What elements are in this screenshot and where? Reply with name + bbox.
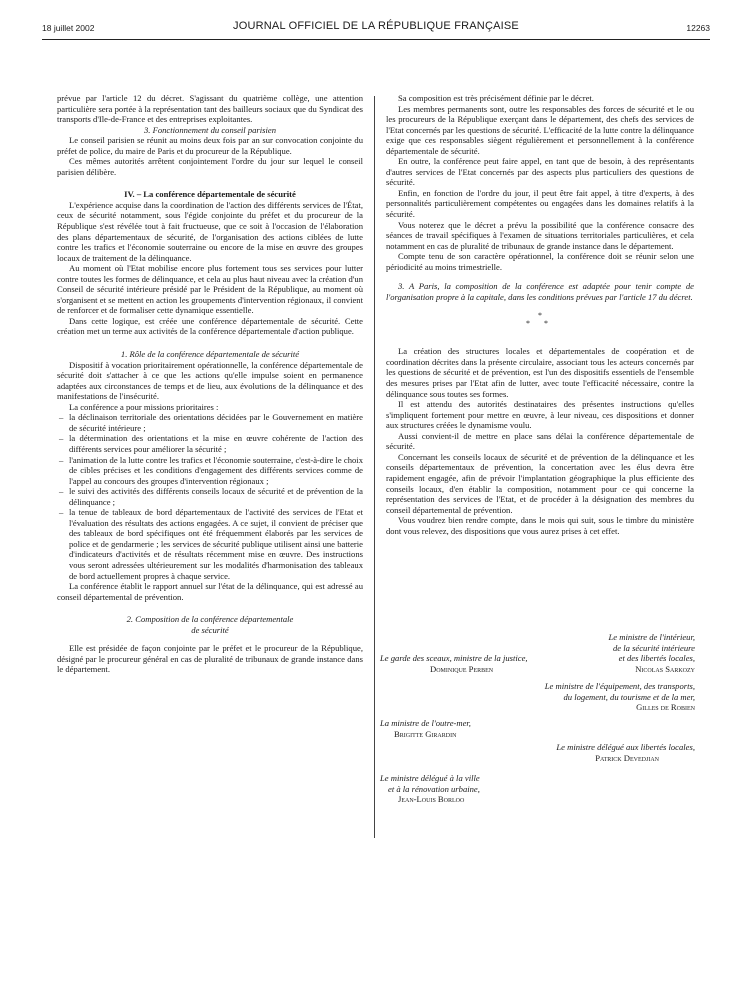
list-item: – la tenue de tableaux de bord départementaux de l'activité des services de l'Etat et l'évaluation des résultats des actions engagées. A ce sujet, il convient de préciser que des tableaux de bord spécifiques ont été fréquemment élaborés par les services de police et de gendarmerie ; les services de sécurité publique utilisent ainsi une batterie d'indicateurs d'activités et de résultats récemment mise en œuvre. Des instructions vous seront adressées ultérieurement sur les modalités d'harmonisation des tableaux de bord actuellement propres à chaque service. <box>57 507 363 581</box>
column-divider <box>374 96 375 838</box>
paragraph: prévue par l'article 12 du décret. S'agissant du quatrième collège, une attention particulière sera portée à la représentation tant des bailleurs sociaux que du Syndicat des transports d'Ile-de-France et des entreprises exploitantes. <box>57 93 363 125</box>
signature-block <box>380 718 471 739</box>
paragraph: Au moment où l'Etat mobilise encore plus fortement tous ses services pour lutter contre toutes les formes de délinquance, et cela au plus haut niveau avec la création d'un Conseil de sécurité intérieure présidé par le Président de la République, au moment où s'organisent et se mettent en action les groupements d'intervention régionaux, il convient de renforcer et de formaliser cette dynamique essentielle. <box>57 263 363 316</box>
paragraph: Elle est présidée de façon conjointe par le préfet et le procureur de la République, désigné par le procureur général en cas de pluralité de tribunaux de grande instance dans le département. <box>57 643 363 675</box>
left-column <box>57 93 363 675</box>
paragraph: L'expérience acquise dans la coordination de l'action des différents services de l'État, ceux de sécurité notamment, sous l'égide conjointe du préfet et du procureur de la République s'est révélée tout à fait fructueuse, que ce soit à l'occasion de l'élaboration des plans départementaux de sécurité, de l'organisation des actions ciblées de lutte contre les trafics et l'économie souterraine ou encore de la mise en œuvre des groupes locaux de traitement de la délinquance. <box>57 199 363 263</box>
signature-name: Nicolas Sarkozy <box>635 663 695 674</box>
paragraph: Concernant les conseils locaux de sécurité et de prévention de la délinquance et les conseils départementaux de prévention, la concertation avec les élus devra être rapidement engagée, afin de prévoir l'implantation géographique la plus efficiente des conseils locaux, d'en établir la composition, notamment pour ce qui concerne la représentation des services de l'Etat, et de procéder à la désignation des membres du conseil départemental de prévention. <box>386 451 694 515</box>
paragraph: La conférence a pour missions prioritaires : <box>69 401 219 412</box>
signature-role: du logement, du tourisme et de la mer, <box>563 691 695 702</box>
paragraph: Les membres permanents sont, outre les responsables des forces de sécurité et le ou les procureurs de la République exerçant dans le département, des chefs des services de l'Etat concernés par les questions de sécurité. L'efficacité de la lutte contre la délinquance exige que ces responsables siègent régulièrement et personnellement à la conférence départementale de sécurité. <box>386 103 694 156</box>
signature-role: et à la rénovation urbaine, <box>388 783 480 794</box>
paragraph: Sa composition est très précisément définie par le décret. <box>398 93 594 103</box>
signature-role: Le ministre délégué aux libertés locales, <box>556 742 695 752</box>
paragraph: En outre, la conférence peut faire appel, en tant que de besoin, à des représentants d'autres services de l'Etat concernés par des aspects plus particuliers des questions de sécurité. <box>386 156 694 188</box>
header-page-number: 12263 <box>686 23 710 33</box>
list-item: – la déclinaison territoriale des orientations décidées par le Gouvernement en matière de sécurité intérieure ; <box>57 412 363 433</box>
paragraph: 3. A Paris, la composition de la conférence est adaptée pour tenir compte de l'organisation propre à la capitale, dans les conditions prévues par l'article 17 du décret. <box>386 281 694 302</box>
paragraph: Vous noterez que le décret a prévu la possibilité que la conférence consacre des séances de travail spécifiques à l'examen de situations territoriales particulières, et cela notamment en cas de pluralité de tribunaux de grande instance dans le département. <box>386 219 694 251</box>
signature-role: de la sécurité intérieure <box>612 642 695 653</box>
list-item: – l'animation de la lutte contre les trafics et l'économie souterraine, c'est-à-dire le choix de cibles précises et les conditions d'engagement des différents services comme de l'appel au concours des groupes d'intervention régionaux ; <box>57 455 363 487</box>
header-date: 18 juillet 2002 <box>42 23 95 33</box>
header-journal-title: JOURNAL OFFICIEL DE LA RÉPUBLIQUE FRANÇAISE <box>233 20 519 32</box>
paragraph: Il est attendu des autorités destinataires des présentes instructions qu'elles s'impliquent fortement pour mettre en œuvre, à leur niveau, ces dispositions et donner aux structures créées le dynamisme voulu. <box>386 399 694 431</box>
section-heading: IV. – La conférence départementale de sécurité <box>124 189 296 200</box>
signature-role: Le ministre de l'intérieur, <box>608 632 695 642</box>
signature-block <box>545 681 695 713</box>
signature-role: Le garde des sceaux, ministre de la justice, <box>380 653 528 663</box>
signature-name: Dominique Perben <box>430 663 494 674</box>
signature-name: Jean-Louis Borloo <box>398 794 465 804</box>
paragraph: Ces mêmes autorités arrêtent conjointement l'ordre du jour sur lequel le conseil parisien délibère. <box>57 156 363 177</box>
section-heading <box>57 614 363 635</box>
missions-list <box>57 412 363 581</box>
paragraph: Aussi convient-il de mettre en place sans délai la conférence départementale de sécurité. <box>386 430 694 452</box>
signature-role: Le ministre délégué à la ville <box>380 773 480 783</box>
paragraph: Compte tenu de son caractère opérationnel, la conférence doit se réunir selon une périodicité au moins trimestrielle. <box>386 251 694 272</box>
signature-block <box>380 653 528 674</box>
signature-block <box>556 742 695 763</box>
list-item: – le suivi des activités des différents conseils locaux de sécurité et de prévention de la délinquance ; <box>57 486 363 507</box>
paragraph: La création des structures locales et départementales de coopération et de coordination décrites dans la présente circulaire, associant tous les acteurs concernés par les questions de sécurité et de prévention, est l'un des dispositifs essentiels de l'ensemble des mesures prises par l'Etat afin de lutter, avec toute l'efficacité nécessaire, contre la délinquance sous toutes ses formes. <box>386 346 694 399</box>
header-rule <box>42 39 710 40</box>
paragraph: Enfin, en fonction de l'ordre du jour, il peut être fait appel, à titre d'experts, à des personnalités particulièrement compétentes ou engagées dans les domaines relatifs à la sécurité. <box>386 187 694 220</box>
separator-stars: * * <box>526 319 554 329</box>
separator-star: * <box>538 311 542 321</box>
signature-name: Brigitte Girardin <box>394 728 457 739</box>
signature-block <box>609 632 696 674</box>
paragraph: Vous voudrez bien rendre compte, dans le mois qui suit, sous le timbre du ministère dont vous relevez, des dispositions que vous aurez prises à cet effet. <box>386 515 694 536</box>
section-heading-line: de sécurité <box>191 624 229 635</box>
right-column <box>386 93 694 536</box>
section-heading: 3. Fonctionnement du conseil parisien <box>144 124 276 135</box>
section-heading: 1. Rôle de la conférence départementale de sécurité <box>120 349 300 360</box>
signature-role: et des libertés locales, <box>618 653 695 663</box>
paragraph: Le conseil parisien se réunit au moins deux fois par an sur convocation conjointe du préfet de police, du maire de Paris et du procureur de la République. <box>57 135 363 156</box>
section-separator <box>386 312 694 328</box>
paragraph: Dans cette logique, est créée une conférence départementale de sécurité. Cette création met un terme aux activités de la conférence départementale d'action publique. <box>57 315 363 337</box>
list-item: – la détermination des orientations et la mise en œuvre cohérente de l'action des différents services pour améliorer la sécurité ; <box>57 433 363 454</box>
page-header <box>42 20 710 36</box>
signature-name: Gilles de Robien <box>636 702 695 712</box>
signature-role: Le ministre de l'équipement, des transports, <box>544 681 695 691</box>
signature-block <box>380 773 480 805</box>
section-heading-line: 2. Composition de la conférence départementale <box>126 614 294 625</box>
signature-name: Patrick Devedjian <box>595 752 659 763</box>
paragraph: La conférence établit le rapport annuel sur l'état de la délinquance, qui est adressé au conseil départemental de prévention. <box>57 581 363 602</box>
signature-role: La ministre de l'outre-mer, <box>380 718 471 728</box>
paragraph: Dispositif à vocation prioritairement opérationnelle, la conférence départementale de sécurité doit s'attacher à ce que les actions qu'elle impulse soient en permanence adaptées aux circonstances de temps et de lieu, aux évolutions de la délinquance et des manifestations de l'insécurité. <box>57 359 363 402</box>
